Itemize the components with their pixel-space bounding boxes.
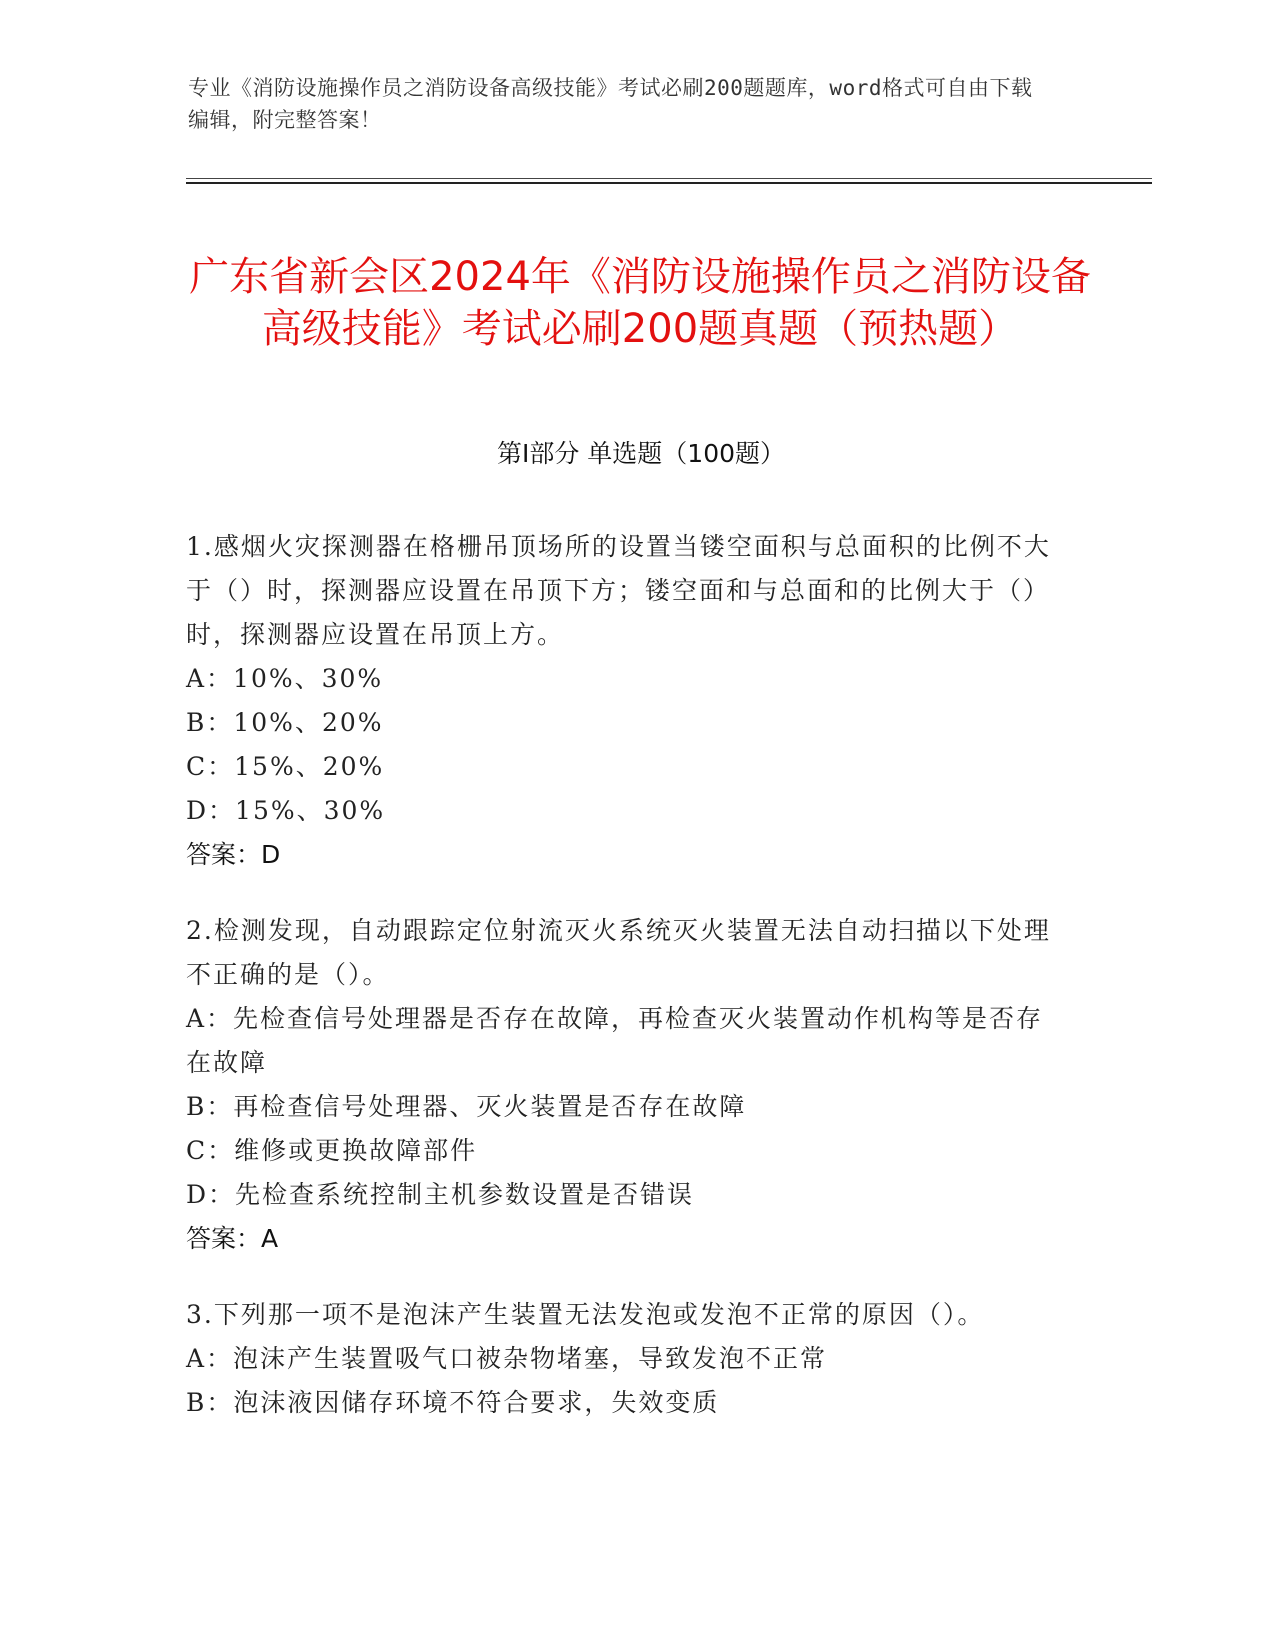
- question-stem: 2.检测发现，自动跟踪定位射流灭火系统灭火装置无法自动扫描以下处理不正确的是（）。: [186, 916, 1051, 989]
- option-b: B：10%、20%: [186, 708, 384, 737]
- question-list: [186, 525, 1066, 1457]
- option-b: B：再检查信号处理器、灭火装置是否存在故障: [186, 1092, 747, 1121]
- option-c: C：维修或更换故障部件: [186, 1136, 478, 1165]
- question-stem: 1.感烟火灾探测器在格栅吊顶场所的设置当镂空面积与总面积的比例不大于（）时，探测器应设置在吊顶下方；镂空面和与总面和的比例大于（）时，探测器应设置在吊顶上方。: [186, 532, 1051, 649]
- question-3: [186, 1293, 1066, 1425]
- question-stem: 3.下列那一项不是泡沫产生装置无法发泡或发泡不正常的原因（）。: [186, 1300, 985, 1329]
- question-2: [186, 909, 1066, 1261]
- option-c: C：15%、20%: [186, 752, 385, 781]
- question-1: [186, 525, 1066, 877]
- option-d: D：先检查系统控制主机参数设置是否错误: [186, 1180, 695, 1209]
- option-a: A：先检查信号处理器是否存在故障，再检查灭火装置动作机构等是否存在故障: [186, 1004, 1044, 1077]
- option-b: B：泡沫液因储存环境不符合要求，失效变质: [186, 1388, 720, 1417]
- option-d: D：15%、30%: [186, 796, 386, 825]
- divider-thick-line: [186, 182, 1152, 184]
- divider-thin-line: [186, 178, 1152, 179]
- answer-line: 答案：A: [186, 1224, 279, 1253]
- header-divider: [186, 178, 1152, 184]
- option-a: A：10%、30%: [186, 664, 384, 693]
- header-note: 专业《消防设施操作员之消防设备高级技能》考试必刷200题题库，word格式可自由下载编辑，附完整答案！: [188, 76, 1033, 132]
- option-a: A：泡沫产生装置吸气口被杂物堵塞，导致发泡不正常: [186, 1344, 828, 1373]
- document-title: 广东省新会区2024年《消防设施操作员之消防设备高级技能》考试必刷200题真题（预热题）: [189, 253, 1091, 352]
- section-heading: 第I部分 单选题（100题）: [496, 439, 786, 468]
- answer-line: 答案：D: [186, 840, 281, 869]
